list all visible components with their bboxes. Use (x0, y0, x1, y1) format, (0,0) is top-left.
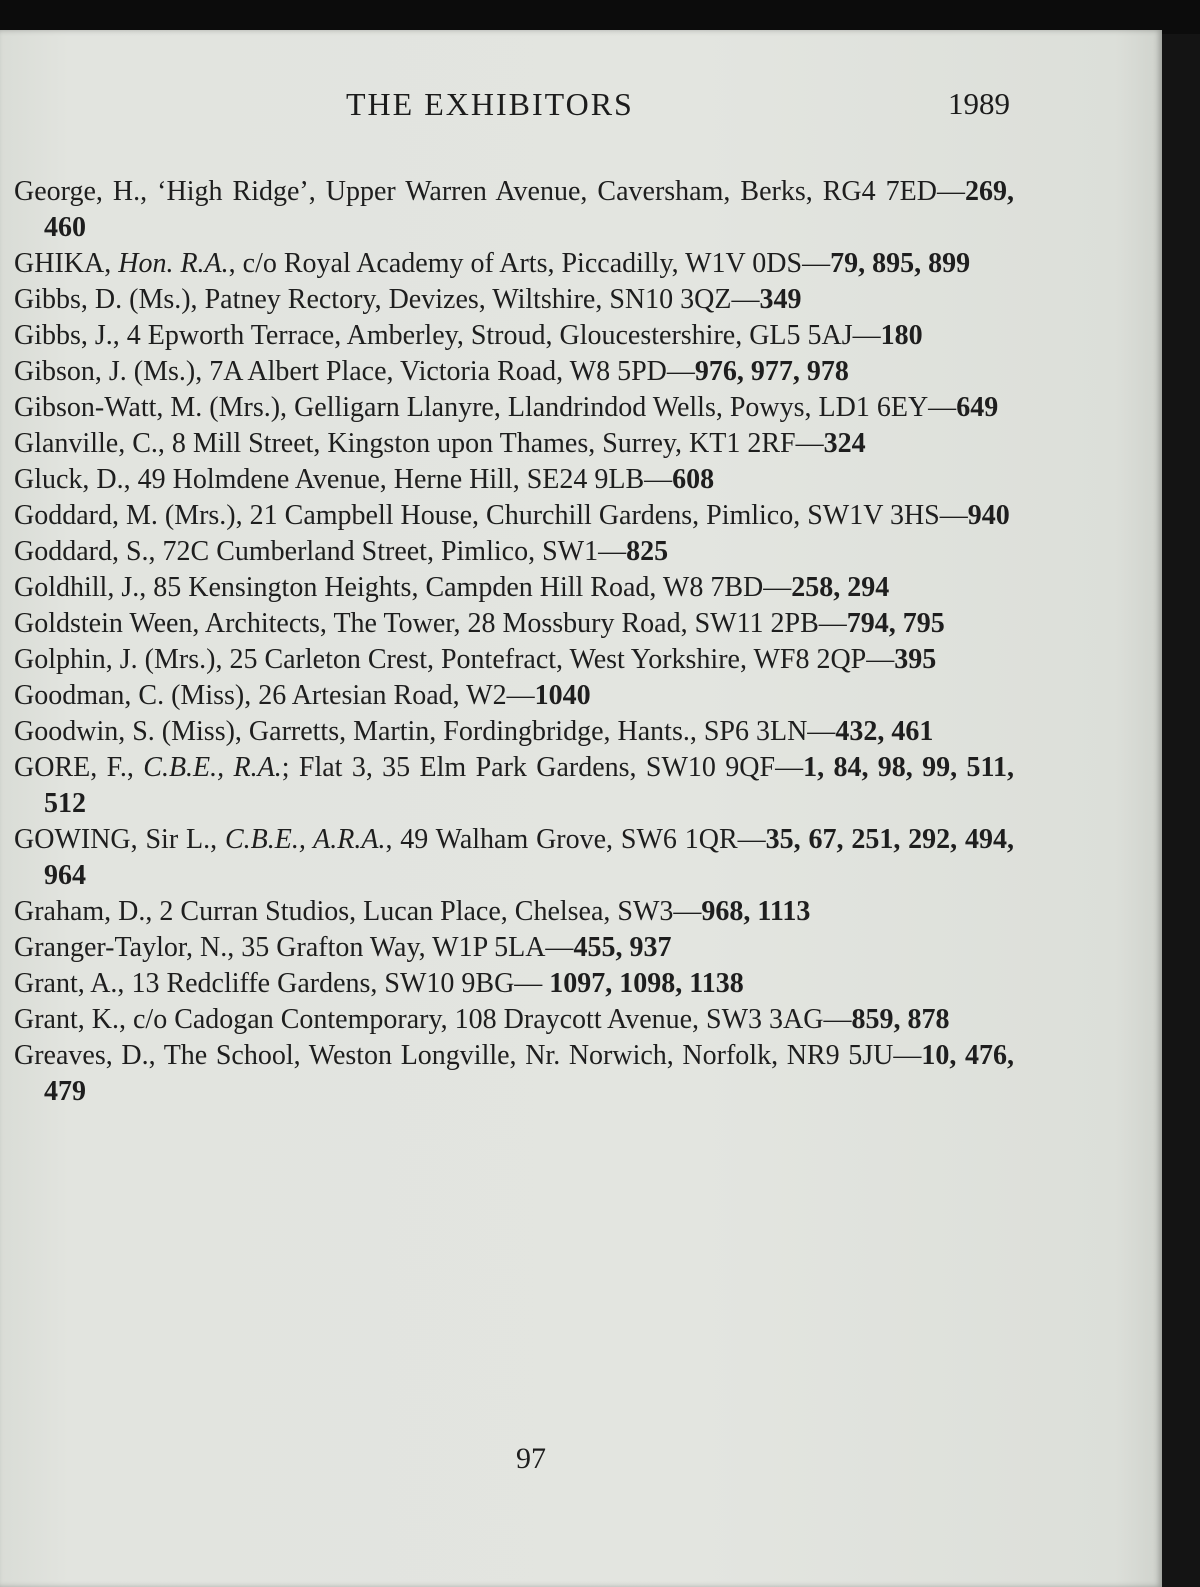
page-number: 97 (516, 1442, 546, 1475)
exhibitor-entry (14, 714, 1014, 750)
exhibitor-name: Gibbs, J., (14, 320, 127, 351)
catalogue-numbers: 269, 460 (44, 176, 1014, 243)
exhibitor-entry (14, 462, 1014, 498)
catalogue-numbers: 649 (956, 392, 999, 423)
exhibitor-entry (14, 606, 1014, 642)
exhibitor-name: Gibson, J. (Ms.), (14, 356, 210, 387)
exhibitor-name: GORE, F., (14, 752, 144, 783)
catalogue-numbers: 1, 84, 98, 99, 511, 512 (44, 752, 1014, 819)
catalogue-numbers: 258, 294 (791, 572, 890, 603)
exhibitor-address: 72C Cumberland Street, Pimlico, SW1— (162, 536, 627, 567)
exhibitor-honors: C.B.E., A.R.A. (224, 824, 386, 855)
exhibitor-address: 35 Grafton Way, W1P 5LA— (241, 932, 574, 963)
exhibitor-name: Granger-Taylor, N., (14, 932, 242, 963)
page-header (0, 86, 1162, 126)
exhibitor-entry (14, 750, 1014, 822)
exhibitor-address: 13 Redcliffe Gardens, SW10 9BG— (131, 968, 550, 999)
exhibitor-entry (14, 822, 1014, 894)
catalogue-numbers: 940 (967, 500, 1010, 531)
exhibitor-name: Gibson-Watt, M. (Mrs.), (14, 392, 295, 423)
exhibitor-name: Greaves, D., (14, 1040, 164, 1071)
exhibitor-address: 26 Artesian Road, W2— (258, 680, 535, 711)
exhibitor-name: Glanville, C., (14, 428, 172, 459)
exhibitor-address: 8 Mill Street, Kingston upon Thames, Surrey, KT1 2RF— (171, 428, 824, 459)
exhibitor-address: , 49 Walham Grove, SW6 1QR— (385, 824, 766, 855)
catalogue-numbers: 180 (880, 320, 923, 351)
catalogue-numbers: 455, 937 (573, 932, 672, 963)
exhibitor-name: Graham, D., (14, 896, 160, 927)
exhibitor-entry (14, 966, 1014, 1002)
exhibitor-entry (14, 1038, 1014, 1110)
exhibitor-name: Goddard, S., (14, 536, 163, 567)
catalogue-numbers: 608 (672, 464, 715, 495)
catalogue-numbers: 395 (894, 644, 937, 675)
exhibitor-entry (14, 678, 1014, 714)
exhibitor-address: Patney Rectory, Devizes, Wiltshire, SN10 3QZ— (204, 284, 760, 315)
catalogue-numbers: 794, 795 (846, 608, 945, 639)
exhibitor-entry (14, 282, 1014, 318)
exhibitor-name: Gluck, D., (14, 464, 138, 495)
exhibitor-entry (14, 498, 1014, 534)
exhibitor-entry (14, 534, 1014, 570)
exhibitor-name: Goodman, C. (Miss), (14, 680, 259, 711)
catalogue-numbers: 859, 878 (851, 1004, 950, 1035)
exhibitor-address: Garretts, Martin, Fordingbridge, Hants., SP6 3LN— (248, 716, 836, 747)
catalogue-numbers: 825 (626, 536, 669, 567)
catalogue-numbers: 79, 895, 899 (830, 248, 971, 279)
exhibitor-honors: C.B.E., R.A. (143, 752, 282, 783)
exhibitor-address: , c/o Royal Academy of Arts, Piccadilly, W1V 0DS— (228, 248, 831, 279)
catalogue-numbers: 10, 476, 479 (44, 1040, 1014, 1107)
exhibitor-entry (14, 1002, 1014, 1038)
exhibitor-name: Gibbs, D. (Ms.), (14, 284, 205, 315)
catalogue-numbers: 432, 461 (835, 716, 934, 747)
exhibitor-name: Goodwin, S. (Miss), (14, 716, 249, 747)
exhibitor-address: Gelligarn Llanyre, Llandrindod Wells, Powys, LD1 6EY— (294, 392, 957, 423)
scan-top-edge (0, 0, 1200, 34)
exhibitor-address: ; Flat 3, 35 Elm Park Gardens, SW10 9QF— (281, 752, 804, 783)
catalogue-numbers: 35, 67, 251, 292, 494, 964 (44, 824, 1015, 891)
exhibitor-honors: Hon. R.A. (118, 248, 229, 279)
exhibitor-name: GOWING, Sir L., (14, 824, 225, 855)
catalogue-numbers: 1040 (534, 680, 591, 711)
exhibitor-address: The Tower, 28 Mossbury Road, SW11 2PB— (333, 608, 847, 639)
exhibitor-address: c/o Cadogan Contemporary, 108 Draycott Avenue, SW3 3AG— (132, 1004, 852, 1035)
exhibitor-address: The School, Weston Longville, Nr. Norwich, Norfolk, NR9 5JU— (163, 1040, 922, 1071)
exhibitor-list (14, 174, 1014, 1110)
exhibitor-entry (14, 930, 1014, 966)
exhibitor-name: Goldhill, J., (14, 572, 154, 603)
exhibitor-address: ‘High Ridge’, Upper Warren Avenue, Caversham, Berks, RG4 7ED— (157, 176, 965, 207)
exhibitor-name: Goldstein Ween, Architects, (14, 608, 334, 639)
catalogue-numbers: 324 (823, 428, 866, 459)
exhibitor-name: George, H., (14, 176, 158, 207)
exhibitor-address: 21 Campbell House, Churchill Gardens, Pimlico, SW1V 3HS— (249, 500, 968, 531)
book-page (0, 30, 1162, 1587)
running-title: THE EXHIBITORS (346, 86, 634, 122)
exhibitor-address: 49 Holmdene Avenue, Herne Hill, SE24 9LB— (137, 464, 673, 495)
exhibitor-address: 2 Curran Studios, Lucan Place, Chelsea, SW3— (159, 896, 702, 927)
catalogue-numbers: 968, 1113 (701, 896, 811, 927)
exhibitor-entry (14, 354, 1014, 390)
exhibitor-address: 85 Kensington Heights, Campden Hill Road, W8 7BD— (153, 572, 792, 603)
exhibitor-name: GHIKA, (14, 248, 119, 279)
exhibitor-entry (14, 246, 1014, 282)
exhibitor-name: Golphin, J. (Mrs.), (14, 644, 230, 675)
catalogue-numbers: 976, 977, 978 (694, 356, 849, 387)
catalogue-numbers: 349 (759, 284, 802, 315)
exhibitor-address: 4 Epworth Terrace, Amberley, Stroud, Gloucestershire, GL5 5AJ— (126, 320, 881, 351)
catalogue-numbers: 1097, 1098, 1138 (549, 968, 744, 999)
exhibitor-entry (14, 570, 1014, 606)
exhibitor-address: 25 Carleton Crest, Pontefract, West Yorkshire, WF8 2QP— (229, 644, 895, 675)
exhibitor-address: 7A Albert Place, Victoria Road, W8 5PD— (209, 356, 695, 387)
exhibitor-entry (14, 390, 1014, 426)
exhibitor-name: Grant, K., (14, 1004, 133, 1035)
exhibitor-name: Goddard, M. (Mrs.), (14, 500, 250, 531)
exhibitor-entry (14, 894, 1014, 930)
exhibitor-name: Grant, A., (14, 968, 132, 999)
exhibitor-entry (14, 174, 1014, 246)
exhibitor-entry (14, 642, 1014, 678)
exhibitor-entry (14, 426, 1014, 462)
header-year: 1989 (948, 86, 1010, 121)
exhibitor-entry (14, 318, 1014, 354)
